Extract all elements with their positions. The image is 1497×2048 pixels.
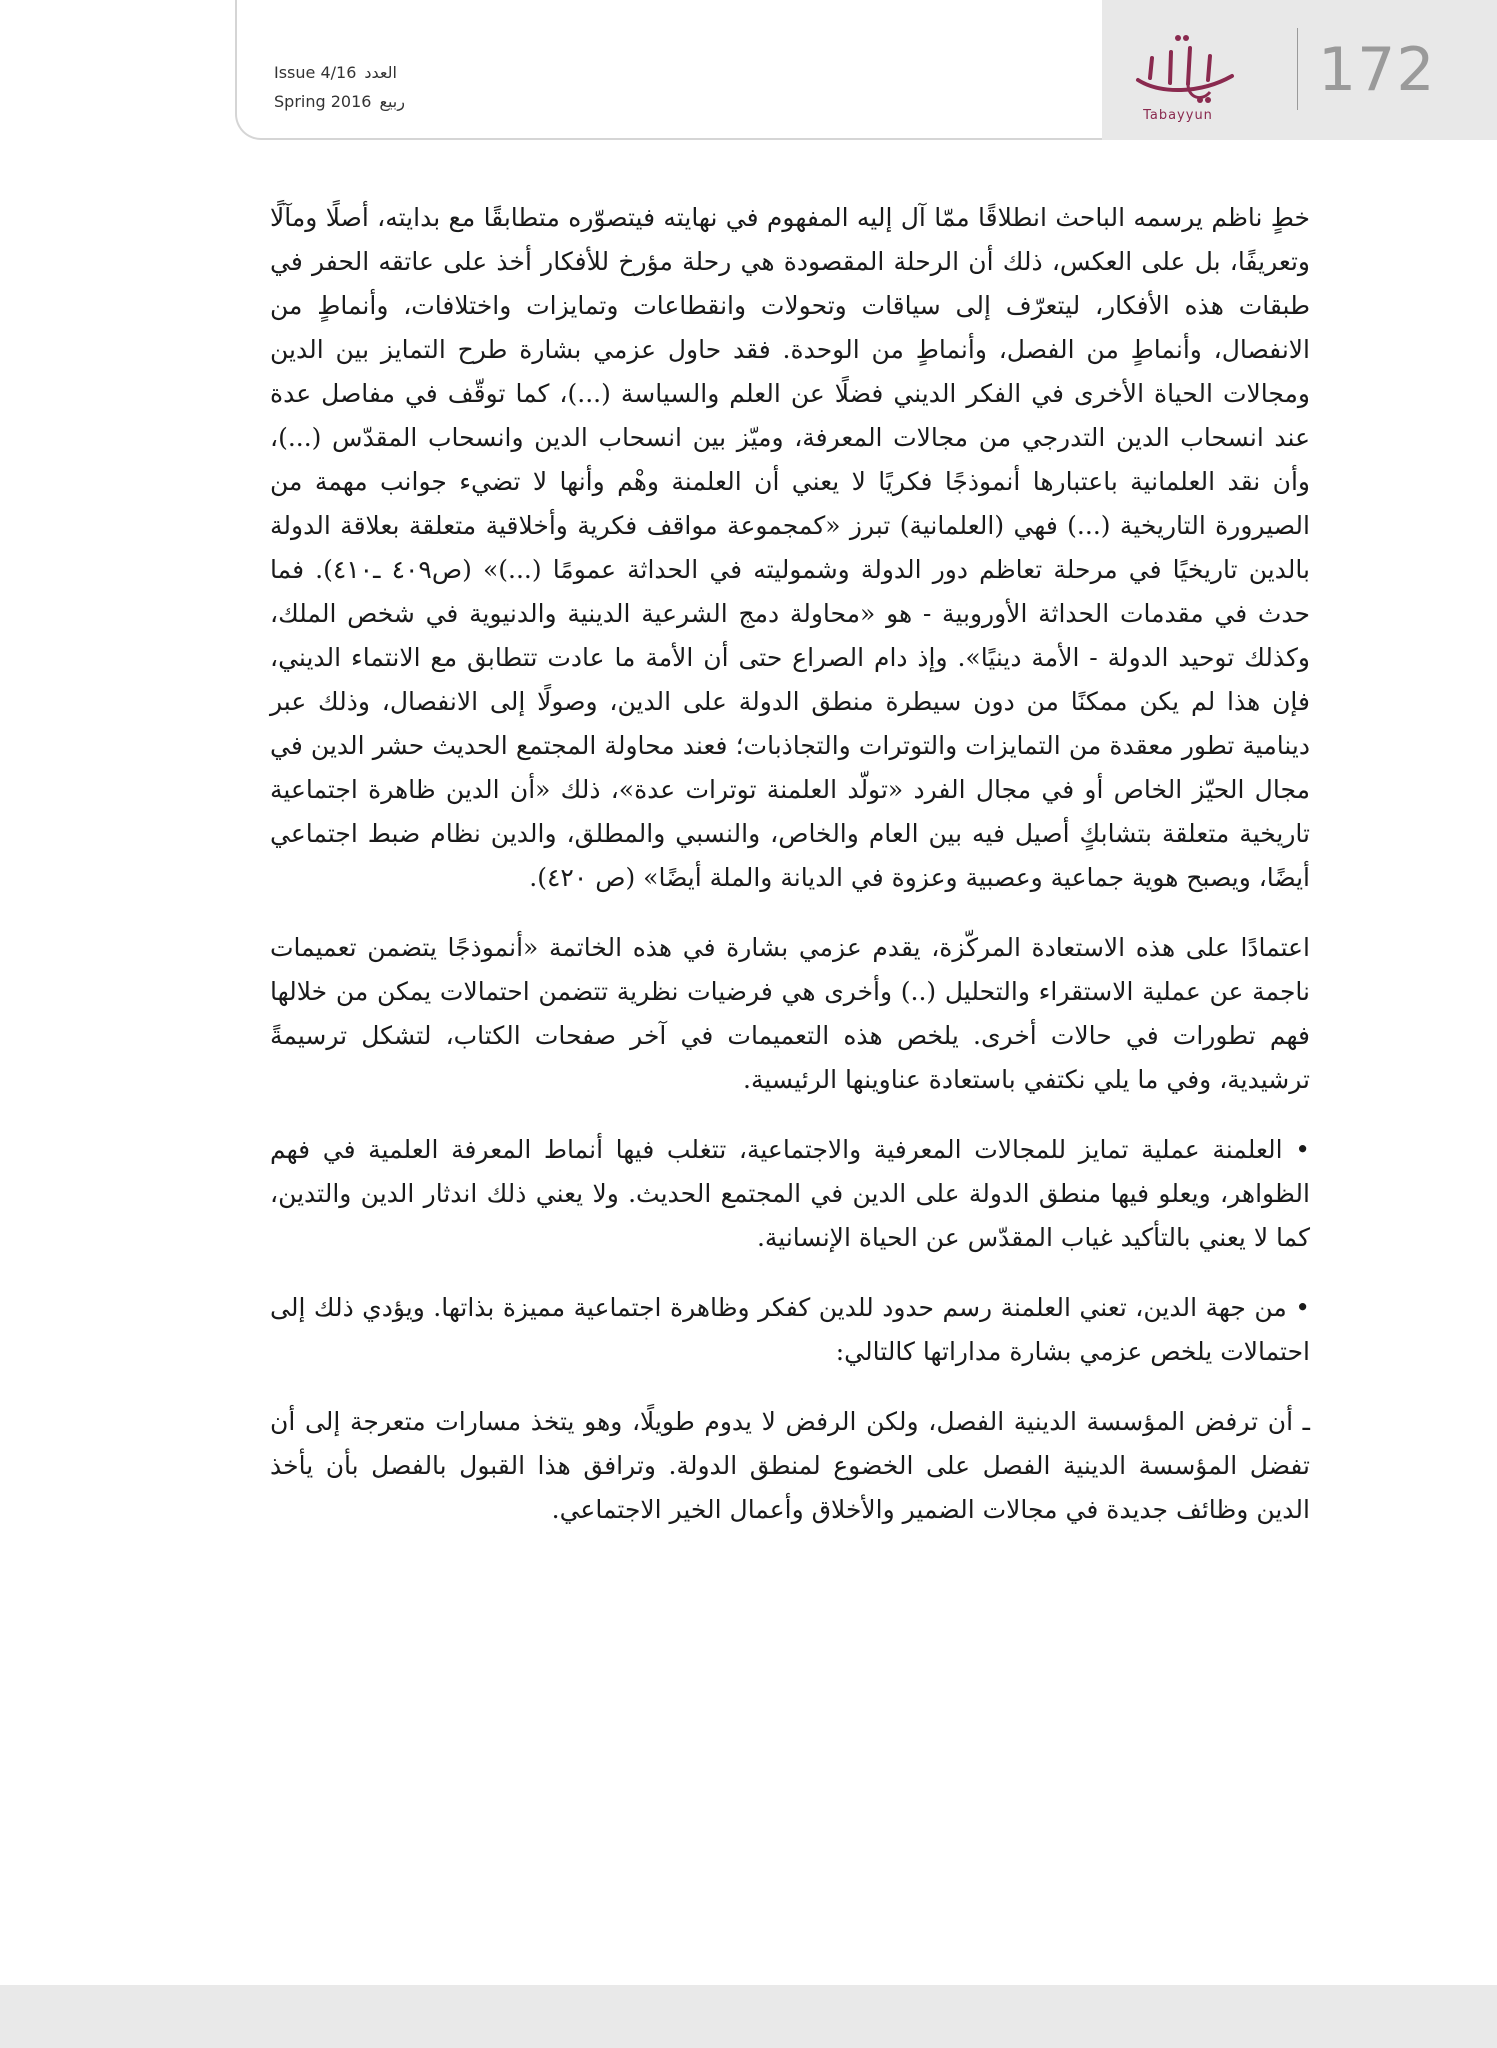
logo-latin-text: Tabayyun: [1143, 108, 1213, 123]
page-footer: [0, 1985, 1497, 2048]
paragraph: اعتمادًا على هذه الاستعادة المركّزة، يقدم عزمي بشارة في هذه الخاتمة «أنموذجًا يتضمن تعميمات ناجمة عن عملية الاستقراء والتحليل (..) وأخرى هي فرضيات نظرية تتضمن احتمالات يمكن من خلالها فهم تطورات في حالات أخرى. يلخص هذه التعميمات في آخر صفحات الكتاب، لتشكل ترسيمةً ترشيدية، وفي ما يلي نكتفي باستعادة عناوينها الرئيسية.: [270, 933, 1310, 1094]
issue-label-arabic: العدد: [364, 63, 397, 82]
issue-number: Issue 4/16: [274, 63, 357, 82]
paragraph: خطٍ ناظم يرسمه الباحث انطلاقًا ممّا آل إليه المفهوم في نهايته فيتصوّره متطابقًا مع بدايته، أصلًا ومآلًا وتعريفًا، بل على العكس، ذلك أن الرحلة المقصودة هي رحلة مؤرخ للأفكار أخذ على عاتقه الحفر في طبقات هذه الأفكار، ليتعرّف إلى سياقات وتحولات وانقطاعات وتمايزات واختلافات، وأنماطٍ من الانفصال، وأنماطٍ من الفصل، وأنماطٍ من الوحدة. فقد حاول عزمي بشارة طرح التمايز بين الدين ومجالات الحياة الأخرى في الفكر الديني فضلًا عن العلم والسياسة (...)، كما توقّف في مفاصل عدة عند انسحاب الدين التدرجي من مجالات المعرفة، وميّز بين انسحاب الدين وانسحاب المقدّس (...)، وأن نقد العلمانية باعتبارها أنموذجًا فكريًا لا يعني أن العلمنة وهْم وأنها لا تضيء جوانب مهمة من الصيرورة التاريخية (...) فهي (العلمانية) تبرز «كمجموعة مواقف فكرية وأخلاقية متعلقة بعلاقة الدولة بالدين تاريخيًا في مرحلة تعاظم دور الدولة وشموليته في الحداثة عمومًا (...)» (ص٤٠٩ ـ٤١٠). فما حدث في مقدمات الحداثة الأوروبية - هو «محاولة دمج الشرعية الدينية والدنيوية في شخص الملك، وكذلك توحيد الدولة - الأمة دينيًا». وإذ دام الصراع حتى أن الأمة ما عادت تتطابق مع الانتماء الديني، فإن هذا لم يكن ممكنًا من دون سيطرة منطق الدولة على الدين، وصولًا إلى الانفصال، وذلك عبر دينامية تطور معقدة من التمايزات والتوترات والتجاذبات؛ فعند محاولة المجتمع الحديث حشر الدين في مجال الحيّز الخاص أو في مجال الفرد «تولّد العلمنة توترات عدة»، ذلك «أن الدين ظاهرة اجتماعية تاريخية متعلقة بتشابكٍ أصيل فيه بين العام والخاص، والنسبي والمطلق، والدين نظام ضبط اجتماعي أيضًا، ويصبح هوية جماعية وعصبية وعزوة في الديانة والملة أيضًا» (ص ٤٢٠).: [270, 203, 1310, 892]
issue-line: [274, 58, 444, 87]
paragraph: • من جهة الدين، تعني العلمنة رسم حدود للدين كفكر وظاهرة اجتماعية مميزة بذاتها. ويؤدي ذلك إلى احتمالات يلخص عزمي بشارة مداراتها كالتالي:: [270, 1293, 1310, 1366]
issue-info: [274, 58, 444, 116]
tabayyun-logo: [1130, 28, 1240, 108]
season-arabic: ربيع: [379, 92, 405, 111]
paragraph: ـ أن ترفض المؤسسة الدينية الفصل، ولكن الرفض لا يدوم طويلًا، وهو يتخذ مسارات متعرجة إلى أن تفضل المؤسسة الدينية الفصل على الخضوع لمنطق الدولة. وترافق هذا القبول بالفصل بأن يأخذ الدين وظائف جديدة في مجالات الضمير والأخلاق وأعمال الخير الاجتماعي.: [270, 1407, 1310, 1524]
page-number: 172: [1318, 35, 1436, 105]
paragraph: • العلمنة عملية تمايز للمجالات المعرفية والاجتماعية، تتغلب فيها أنماط المعرفة العلمية في فهم الظواهر، ويعلو فيها منطق الدولة على الدين في المجتمع الحديث. ولا يعني ذلك اندثار الدين والتدين، كما لا يعني بالتأكيد غياب المقدّس عن الحياة الإنسانية.: [270, 1135, 1310, 1252]
season-english: Spring 2016: [274, 92, 372, 111]
season-line: [274, 87, 444, 116]
article-body: [270, 196, 1310, 1558]
header-divider: [1297, 28, 1298, 110]
